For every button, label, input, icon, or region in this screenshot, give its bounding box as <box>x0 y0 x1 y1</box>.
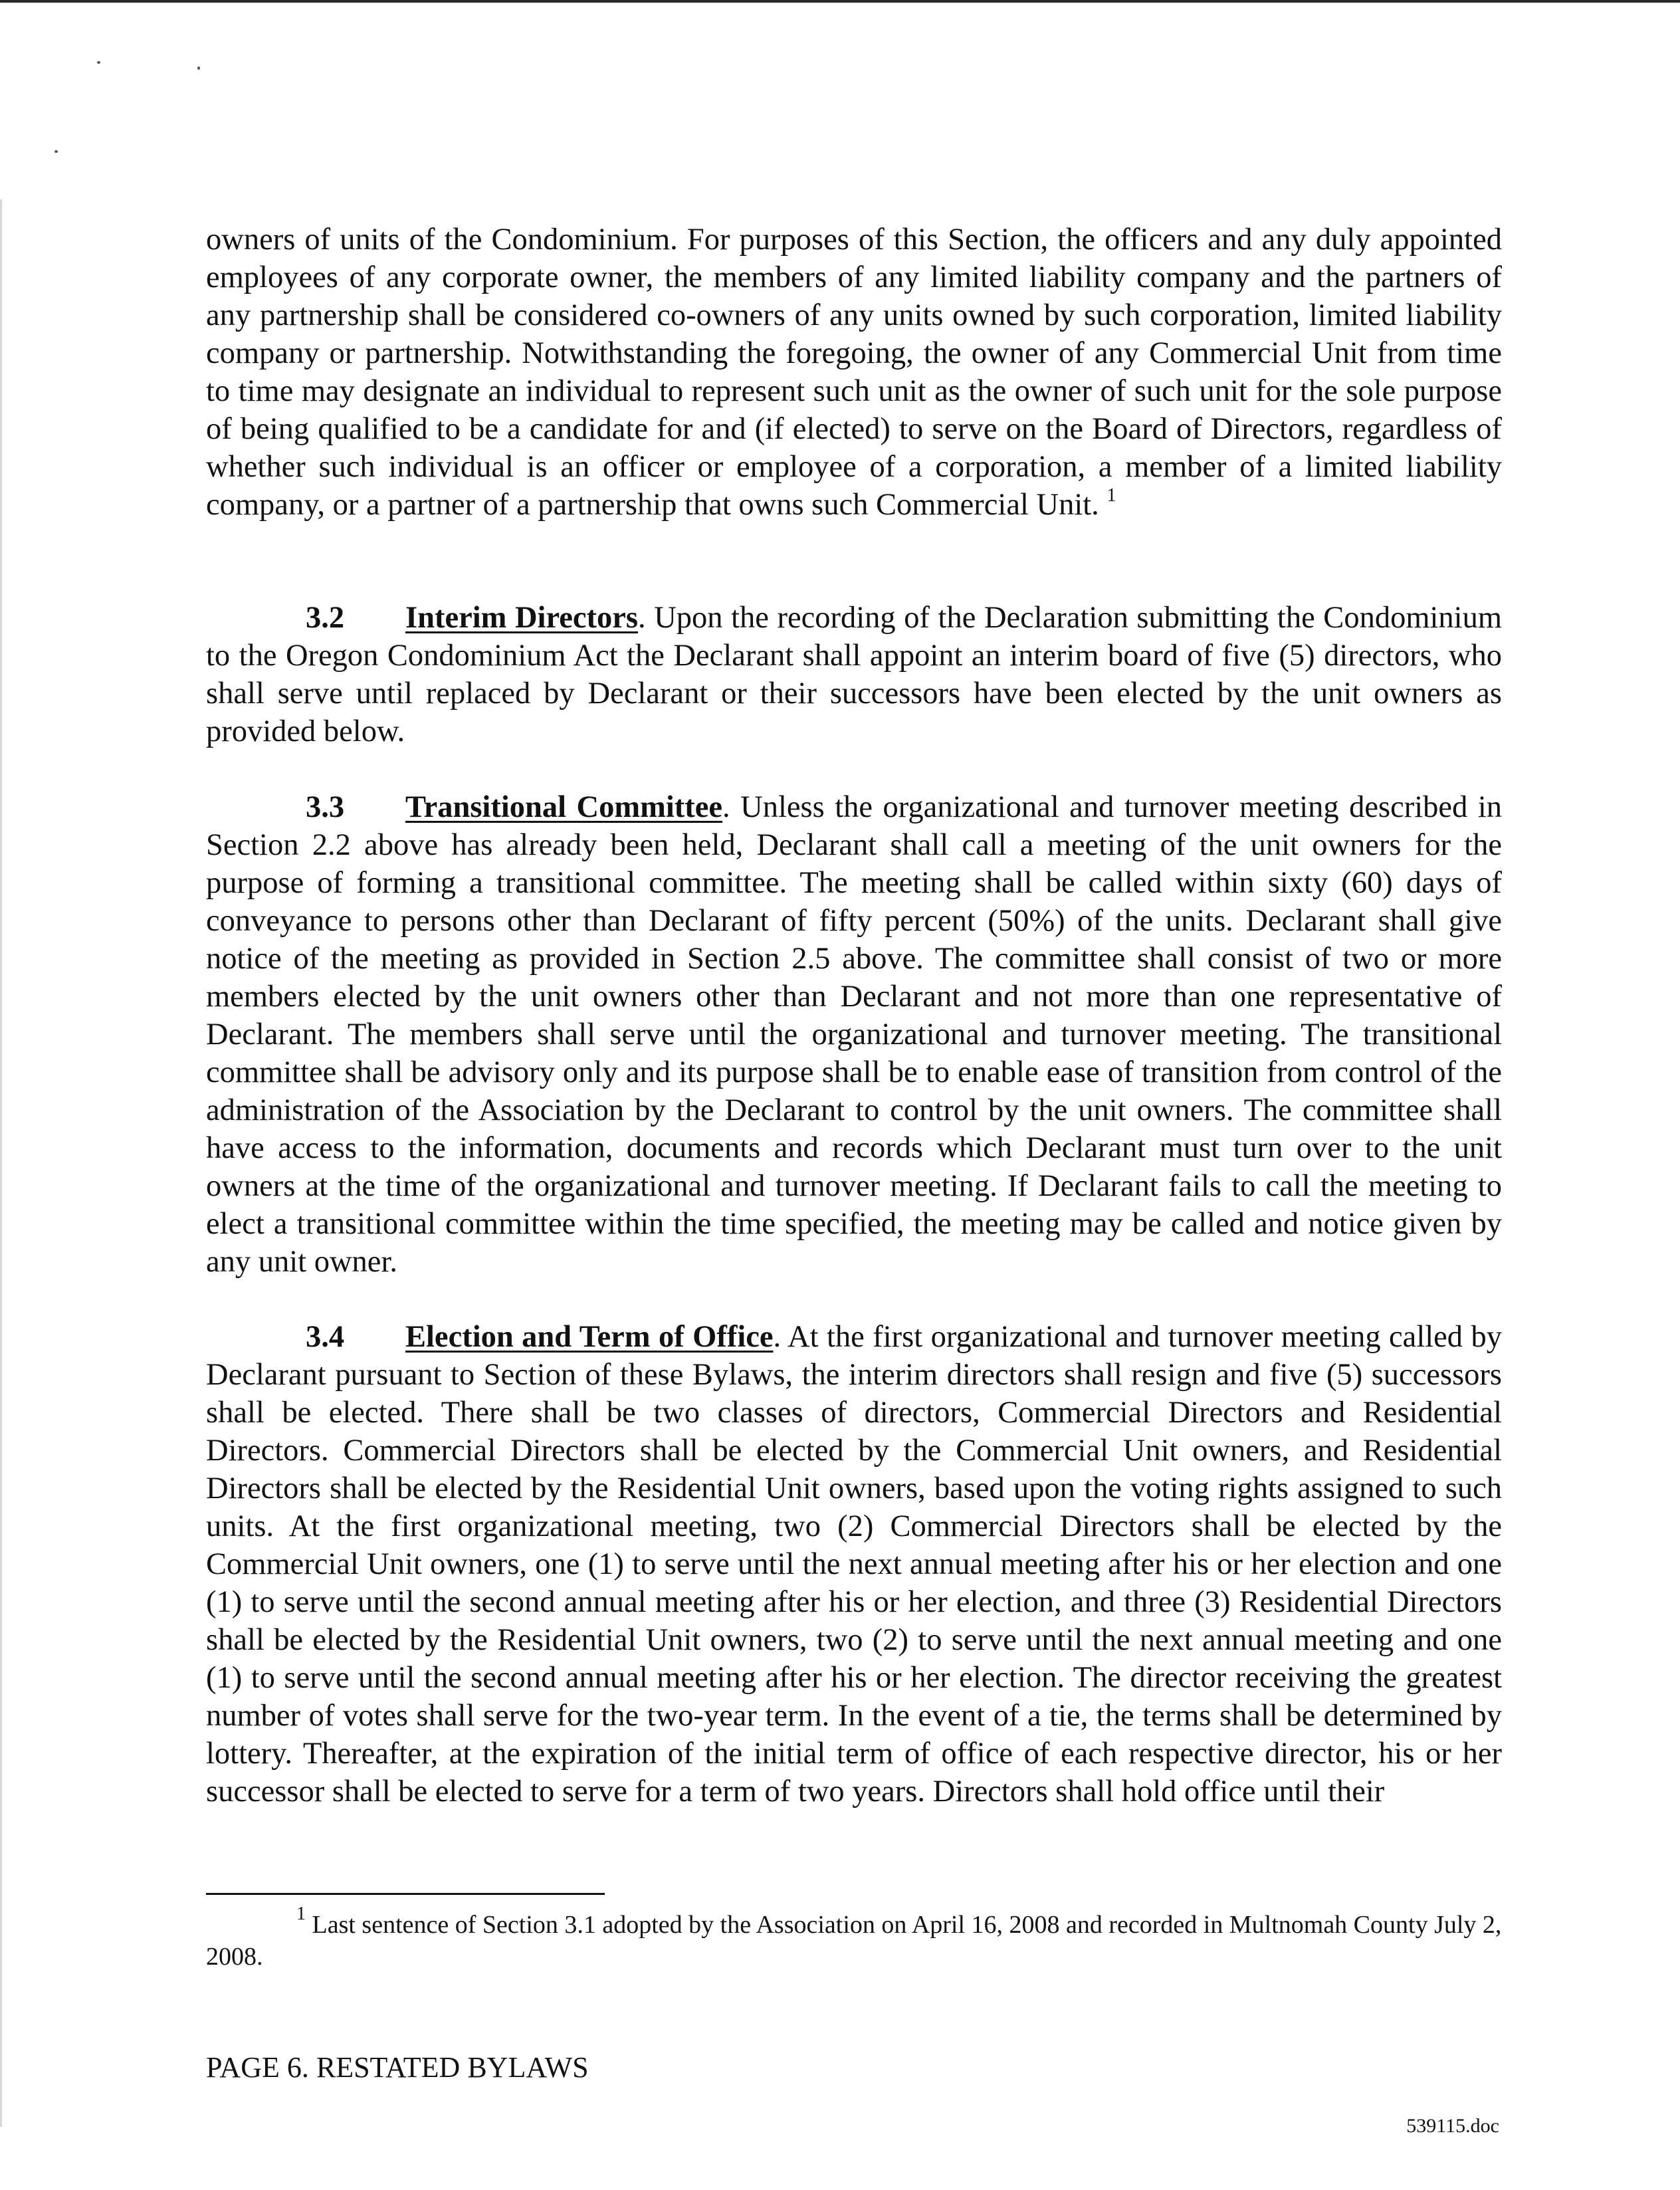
section-number: 3.2 <box>306 601 345 635</box>
scan-speck <box>97 61 100 64</box>
section-body: . Upon the recording of the Declaration submitting the Condominium to the Oregon Condominium Act the Declarant shall appoint an interim board of five (5) directors, who shall serve until replaced by Declarant or their successors have been elected by the unit owners as provided below. <box>206 601 1502 748</box>
page-footer-label: PAGE 6. RESTATED BYLAWS <box>206 2051 589 2084</box>
footnote <box>206 1904 1502 1973</box>
scan-speck <box>197 66 200 70</box>
section-3-3 <box>206 788 1502 1281</box>
section-number: 3.4 <box>306 1320 345 1354</box>
footnote-reference: 1 <box>1106 485 1116 506</box>
document-id: 539115.doc <box>1406 2115 1499 2137</box>
section-body: . At the first organizational and turnover meeting called by Declarant pursuant to Section of these Bylaws, the interim directors shall resign and five (5) successors shall be elected. There shall be two classes of directors, Commercial Directors and Residential Directors. Commercial Directors shall be elected by the Commercial Unit owners, and Residential Directors shall be elected by the Residential Unit owners, based upon the voting rights assigned to such units. At the first organizational meeting, two (2) Commercial Directors shall be elected by the Commercial Unit owners, one (1) to serve until the next annual meeting after his or her election and one (1) to serve until the second annual meeting after his or her election, and three (3) Residential Directors shall be elected by the Residential Unit owners, two (2) to serve until the next annual meeting and one (1) to serve until the second annual meeting after his or her election. The director receiving the greatest number of votes shall serve for the two-year term. In the event of a tie, the terms shall be determined by lottery. Thereafter, at the expiration of the initial term of office of each respective director, his or her successor shall be elected to serve for a term of two years. Directors shall hold office until their <box>206 1320 1502 1808</box>
section-heading: Interim Directors <box>405 601 638 635</box>
scan-speck <box>54 150 58 153</box>
scan-top-edge <box>0 0 1680 3</box>
section-heading: Transitional Committee <box>405 790 722 824</box>
section-heading: Election and Term of Office <box>405 1320 774 1354</box>
section-3-4 <box>206 1318 1502 1810</box>
section-3-2 <box>206 599 1502 750</box>
continued-paragraph-text: owners of units of the Condominium. For purposes of this Section, the officers and any duly appointed employees of any corporate owner, the members of any limited liability company and the partners of any partnership shall be considered co-owners of any units owned by such corporation, limited liability company or partnership. Notwithstanding the foregoing, the owner of any Commercial Unit from time to time may designate an individual to represent such unit as the owner of such unit for the sole purpose of being qualified to be a candidate for and (if elected) to serve on the Board of Directors, regardless of whether such individual is an officer or employee of a corporation, a member of a limited liability company, or a partner of a partnership that owns such Commercial Unit. <box>206 223 1502 522</box>
continued-paragraph <box>206 221 1502 524</box>
section-body: . Unless the organizational and turnover meeting described in Section 2.2 above has already been held, Declarant shall call a meeting of the unit owners for the purpose of forming a transitional committee. The meeting shall be called within sixty (60) days of conveyance to persons other than Declarant of fifty percent (50%) of the units. Declarant shall give notice of the meeting as provided in Section 2.5 above. The committee shall consist of two or more members elected by the unit owners other than Declarant and not more than one representative of Declarant. The members shall serve until the organizational and turnover meeting. The transitional committee shall be advisory only and its purpose shall be to enable ease of transition from control of the administration of the Association by the Declarant to control by the unit owners. The committee shall have access to the information, documents and records which Declarant must turn over to the unit owners at the time of the organizational and turnover meeting. If Declarant fails to call the meeting to elect a transitional committee within the time specified, the meeting may be called and notice given by any unit owner. <box>206 790 1502 1279</box>
footnote-separator <box>206 1893 605 1895</box>
scan-left-edge <box>0 199 2 2127</box>
section-number: 3.3 <box>306 790 345 824</box>
footnote-text: Last sentence of Section 3.1 adopted by the Association on April 16, 2008 and recorded in Multnomah County July 2, 2008. <box>206 1911 1502 1971</box>
footnote-marker: 1 <box>296 1904 306 1924</box>
